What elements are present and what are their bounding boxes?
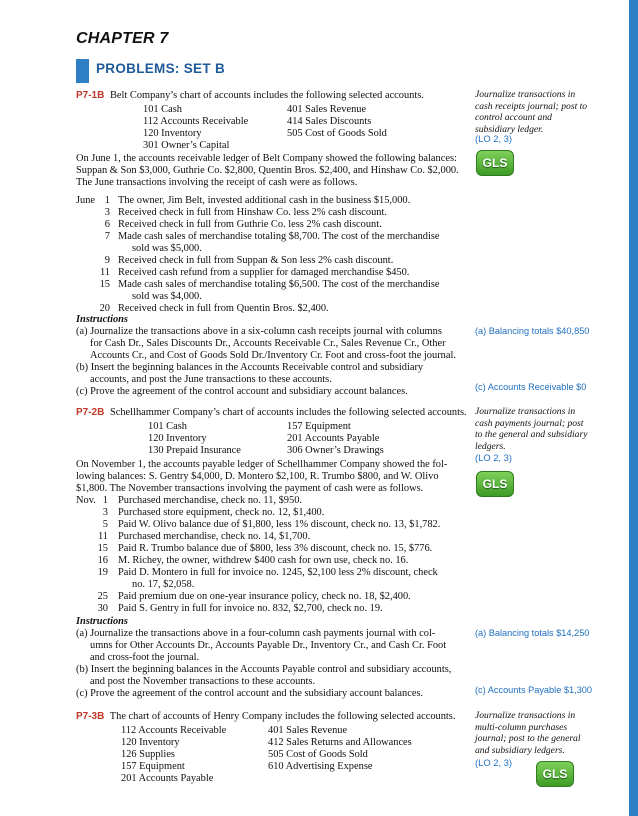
instructions-heading: Instructions <box>76 314 128 325</box>
intro-text: Schellhammer Company’s chart of accounts includes the following selected accounts. <box>109 407 467 418</box>
problem-1-paragraph <box>76 153 459 189</box>
note-line: cash receipts journal; post to <box>475 100 588 112</box>
tx-text: Received check in full from Hinshaw Co. less 2% cash discount. <box>118 207 387 218</box>
tx-text: no. 17, $2,058. <box>132 579 195 590</box>
gls-badge-icon[interactable]: GLS <box>476 150 514 176</box>
learning-objective: (LO 2, 3) <box>475 757 512 768</box>
margin-note <box>475 406 610 452</box>
tx-day: 15 <box>97 543 108 554</box>
tx-day: 7 <box>104 231 110 242</box>
learning-objective: (LO 2, 3) <box>475 133 512 144</box>
note-line: cash payments journal; post <box>475 417 584 429</box>
problem-1-intro <box>76 90 424 102</box>
problem-id: P7-2B <box>76 407 105 418</box>
instruction: and post the November transactions to these accounts. <box>90 676 316 687</box>
tx-day: 11 <box>97 531 108 542</box>
tx-day <box>92 579 108 591</box>
month-label: June <box>76 195 96 206</box>
note-line: Journalize transactions in <box>475 89 576 100</box>
margin-note <box>475 89 610 135</box>
instructions-list <box>76 628 451 700</box>
text-line: Suppan & Son $3,000, Guthrie Co. $2,800, Quentin Bros. $2,400, and Hinshaw Co. $2,000. <box>76 165 459 176</box>
note-line: to the general and subsidiary <box>475 429 588 440</box>
intro-text: The chart of accounts of Henry Company includes the following selected accounts. <box>109 711 456 722</box>
accounts-left <box>121 725 226 785</box>
account: 412 Sales Returns and Allowances <box>268 737 412 748</box>
account: 120 Inventory <box>148 433 207 444</box>
note-line: Journalize transactions in <box>475 710 576 721</box>
account: 610 Advertising Expense <box>268 761 373 772</box>
tx-text: Received check in full from Suppan & Son less 2% cash discount. <box>118 255 394 266</box>
tx-day: 11 <box>99 267 110 278</box>
note-line: ledgers. <box>475 440 506 452</box>
text-line: lowing balances: S. Gentry $4,000, D. Montero $2,100, R. Trumbo $800, and W. Olivo <box>76 471 439 482</box>
tx-day: 6 <box>104 219 110 230</box>
transaction-texts <box>118 195 440 315</box>
note-line: and subsidiary ledgers. <box>475 744 565 756</box>
tx-text: Paid W. Olivo balance due of $1,800, less 1% discount, check no. 13, $1,782. <box>118 519 441 530</box>
account: 505 Cost of Goods Sold <box>268 749 368 760</box>
tx-text: Paid D. Montero in full for invoice no. 1245, $2,100 less 2% discount, check <box>118 567 438 578</box>
text-line: On June 1, the accounts receivable ledger of Belt Company showed the following balances: <box>76 153 457 164</box>
transaction-days <box>92 495 108 615</box>
accounts-right <box>287 104 387 140</box>
instruction: (a) Journalize the transactions above in a six-column cash receipts journal with columns <box>76 326 442 337</box>
answer-c: (c) Accounts Receivable $0 <box>475 382 587 392</box>
transaction-days <box>96 195 110 315</box>
transaction-texts <box>118 495 440 615</box>
account: 306 Owner’s Drawings <box>287 445 384 456</box>
tx-day: 19 <box>97 567 108 578</box>
tx-day <box>96 291 110 303</box>
tx-day: 25 <box>97 591 108 602</box>
problem-3-intro <box>76 711 455 723</box>
instruction: (b) Insert the beginning balances in the Accounts Payable control and subsidiary accounts, <box>76 664 452 675</box>
tx-text: sold was $4,000. <box>132 291 202 302</box>
account: 201 Accounts Payable <box>287 433 380 444</box>
note-line: Journalize transactions in <box>475 406 576 417</box>
instruction: (a) Journalize the transactions above in a four-column cash payments journal with col- <box>76 628 436 639</box>
tx-day: 5 <box>102 519 108 530</box>
account: 130 Prepaid Insurance <box>148 445 241 456</box>
tx-day: 9 <box>104 255 110 266</box>
instruction: (b) Insert the beginning balances in the Accounts Receivable control and subsidiary <box>76 362 424 373</box>
tx-text: Received check in full from Guthrie Co. less 2% cash discount. <box>118 219 382 230</box>
account: 112 Accounts Receivable <box>143 116 249 127</box>
account: 401 Sales Revenue <box>287 104 367 115</box>
note-line: control account and <box>475 112 552 123</box>
problem-id: P7-3B <box>76 711 105 722</box>
tx-day: 3 <box>104 207 110 218</box>
tx-day <box>96 243 110 255</box>
account: 126 Supplies <box>121 749 175 760</box>
account: 157 Equipment <box>121 761 185 772</box>
problem-2-intro <box>76 407 467 419</box>
account: 101 Cash <box>148 421 187 432</box>
tx-text: Received cash refund from a supplier for damaged merchandise $450. <box>118 267 410 278</box>
account: 157 Equipment <box>287 421 351 432</box>
tx-text: Purchased merchandise, check no. 14, $1,700. <box>118 531 311 542</box>
instructions-heading: Instructions <box>76 616 128 627</box>
note-line: subsidiary ledger. <box>475 123 544 135</box>
account: 112 Accounts Receivable <box>121 725 227 736</box>
instruction: accounts, and post the June transactions to these accounts. <box>90 374 332 385</box>
account: 201 Accounts Payable <box>121 773 214 784</box>
account: 401 Sales Revenue <box>268 725 348 736</box>
month-label: Nov. <box>76 495 96 506</box>
tx-text: Received check in full from Quentin Bros. $2,400. <box>118 303 329 314</box>
account: 414 Sales Discounts <box>287 116 372 127</box>
accounts-right <box>287 421 384 457</box>
note-line: multi-column purchases <box>475 721 568 733</box>
tx-day: 20 <box>99 303 110 314</box>
account: 120 Inventory <box>143 128 202 139</box>
tx-day: 16 <box>97 555 108 566</box>
learning-objective: (LO 2, 3) <box>475 452 512 463</box>
tx-text: Paid premium due on one-year insurance policy, check no. 18, $2,400. <box>118 591 411 602</box>
tx-text: Made cash sales of merchandise totaling $8,700. The cost of the merchandise <box>118 231 440 242</box>
page-edge-bar <box>629 0 638 816</box>
tx-text: M. Richey, the owner, withdrew $400 cash for own use, check no. 16. <box>118 555 409 566</box>
tx-day: 30 <box>97 603 108 614</box>
instruction: Accounts Cr., and Cost of Goods Sold Dr./Inventory Cr. Foot and cross-foot the journal. <box>90 350 456 361</box>
chapter-heading: CHAPTER 7 <box>76 30 169 47</box>
section-marker <box>76 59 89 83</box>
tx-day: 1 <box>104 195 110 206</box>
gls-badge-icon[interactable]: GLS <box>476 471 514 497</box>
problem-id: P7-1B <box>76 90 105 101</box>
account: 101 Cash <box>143 104 182 115</box>
instruction: (c) Prove the agreement of the control account and subsidiary account balances. <box>76 386 408 397</box>
tx-text: Purchased merchandise, check no. 11, $950. <box>118 495 302 506</box>
account: 301 Owner’s Capital <box>143 140 230 151</box>
instruction: umns for Other Accounts Dr., Accounts Payable Dr., Inventory Cr., and Cash Cr. Foot <box>90 640 447 651</box>
account: 505 Cost of Goods Sold <box>287 128 387 139</box>
gls-badge-icon[interactable]: GLS <box>536 761 574 787</box>
account: 120 Inventory <box>121 737 180 748</box>
margin-note <box>475 710 610 756</box>
tx-text: Purchased store equipment, check no. 12, $1,400. <box>118 507 325 518</box>
tx-text: sold was $5,000. <box>132 243 202 254</box>
answer-c: (c) Accounts Payable $1,300 <box>475 685 592 695</box>
answer-a: (a) Balancing totals $14,250 <box>475 628 590 638</box>
instruction: for Cash Dr., Sales Discounts Dr., Accounts Receivable Cr., Sales Revenue Cr., Other <box>90 338 446 349</box>
intro-text: Belt Company’s chart of accounts includes the following selected accounts. <box>109 90 424 101</box>
problem-2-paragraph <box>76 459 447 495</box>
accounts-left <box>143 104 248 152</box>
instruction: and cross-foot the journal. <box>90 652 200 663</box>
accounts-right <box>268 725 412 773</box>
tx-text: Paid R. Trumbo balance due of $800, less 3% discount, check no. 15, $776. <box>118 543 433 554</box>
tx-day: 3 <box>102 507 108 518</box>
tx-day: 15 <box>99 279 110 290</box>
instruction: (c) Prove the agreement of the control account and the subsidiary account balances. <box>76 688 424 699</box>
text-line: The June transactions involving the receipt of cash were as follows. <box>76 177 358 188</box>
text-line: On November 1, the accounts payable ledger of Schellhammer Company showed the fol- <box>76 459 448 470</box>
text-line: $1,800. The November transactions involving the payment of cash were as follows. <box>76 483 424 494</box>
tx-text: Paid S. Gentry in full for invoice no. 832, $2,700, check no. 19. <box>118 603 383 614</box>
answer-a: (a) Balancing totals $40,850 <box>475 326 590 336</box>
tx-day: 1 <box>102 495 108 506</box>
tx-text: The owner, Jim Belt, invested additional cash in the business $15,000. <box>118 195 411 206</box>
tx-text: Made cash sales of merchandise totaling $6,500. The cost of the merchandise <box>118 279 440 290</box>
accounts-left <box>148 421 241 457</box>
note-line: journal; post to the general <box>475 733 581 744</box>
instructions-list <box>76 326 456 398</box>
section-heading: PROBLEMS: SET B <box>96 61 226 76</box>
